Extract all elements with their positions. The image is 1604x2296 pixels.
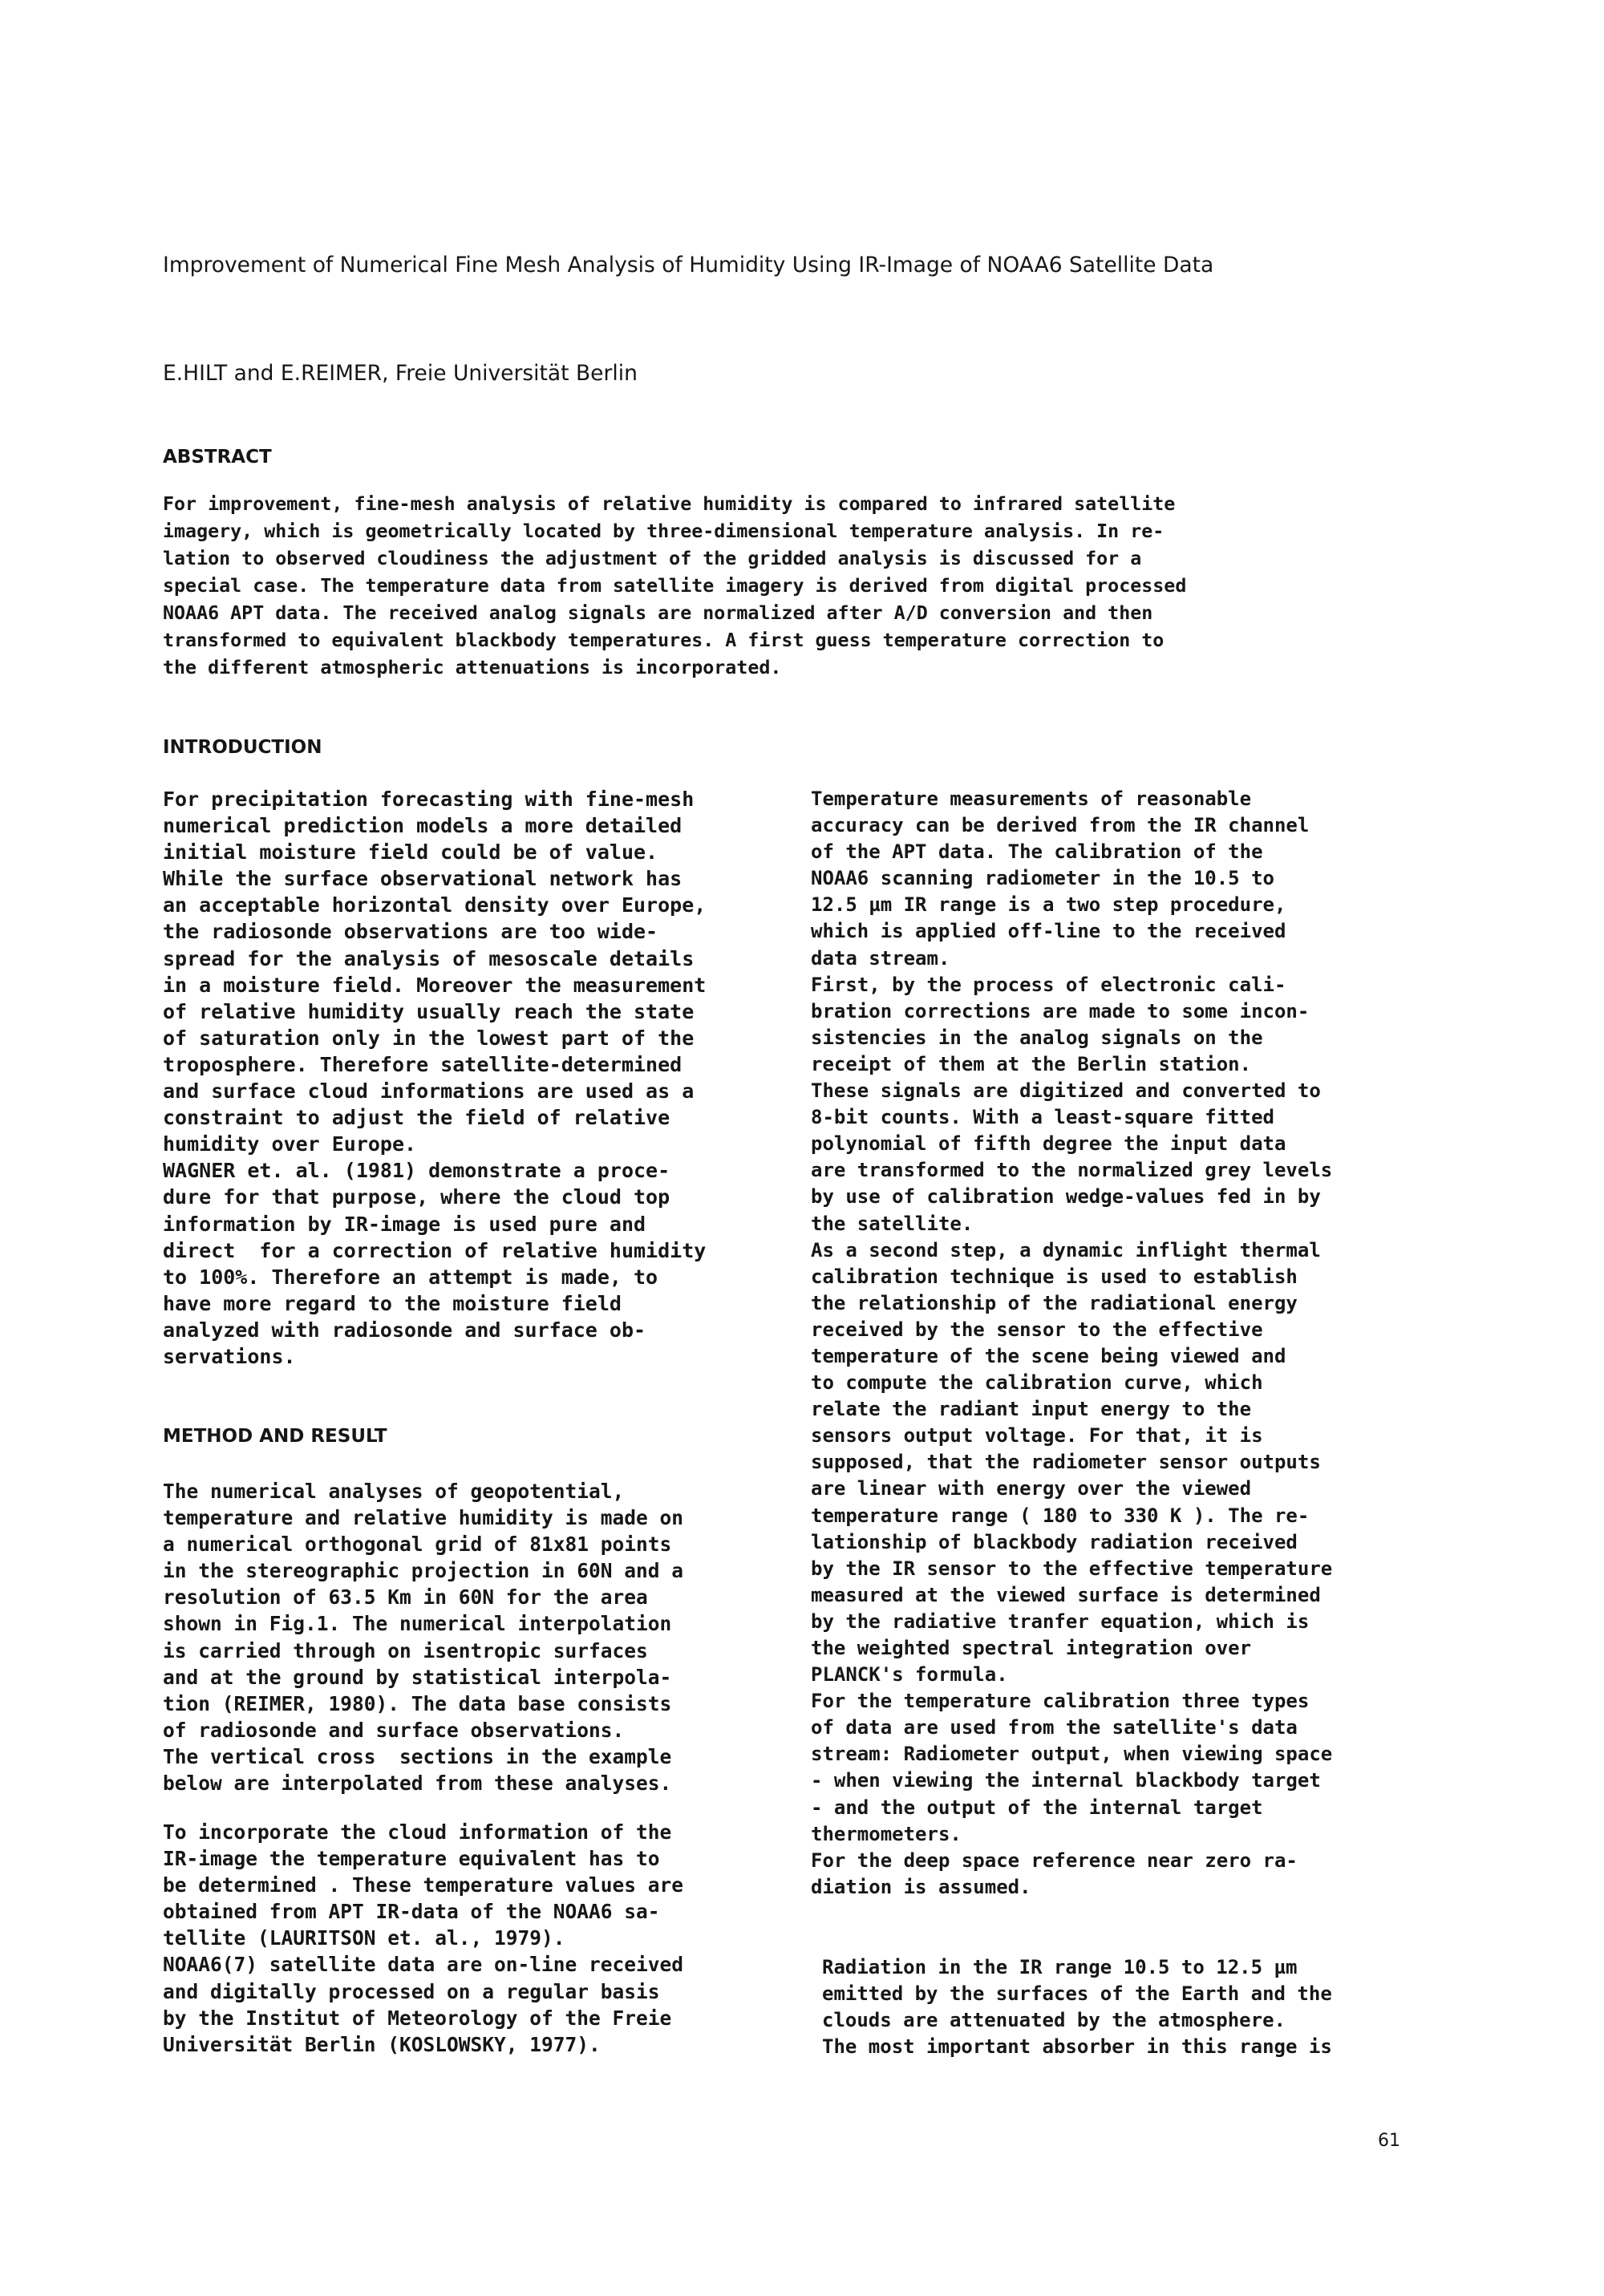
introduction-body: For precipitation forecasting with fine-mesh numerical prediction models a more detailed initial moisture field could be of value. While the surface observational network has an acceptable horizontal density over Europe, the radiosonde observations are too wide- spread for the analysis of mesoscale details in a moisture field. Moreover the measurement of relative humidity usually reach the state of saturation only in the lowest part of the troposphere. Therefore satellite-determined and surface cloud informations are used as a constraint to adjust the field of relative humidity over Europe. WAGNER et. al. (1981) demonstrate a proce- dure for that purpose, where the cloud top information by IR-image is used pure and direct for a correction of relative humidity to 100%. Therefore an attempt is made, to have more regard to the moisture field analyzed with radiosonde and surface ob- servations. xyxy=(163,788,707,1368)
abstract-heading: ABSTRACT xyxy=(163,447,272,468)
paper-title: Improvement of Numerical Fine Mesh Analysis of Humidity Using IR-Image of NOAA6 Satellite Data xyxy=(163,253,1214,277)
right-column-paragraph-2: Radiation in the IR range 10.5 to 12.5 µm emitted by the surfaces of the Earth and the clouds are attenuated by the atmosphere. The most important absorber in this range is xyxy=(822,1956,1332,2059)
method-heading: METHOD AND RESULT xyxy=(163,1426,387,1447)
introduction-heading: INTRODUCTION xyxy=(163,737,322,758)
abstract-body: For improvement, fine-mesh analysis of relative humidity is compared to infrared satellite imagery, which is geometrically located by three-dimensional temperature analysis. In re- lation to observed cloudiness the adjustment of the gridded analysis is discussed for a special case. The temperature data from satellite imagery is derived from digital processed NOAA6 APT data. The received analog signals are normalized after A/D conversion and then transformed to equivalent blackbody temperatures. A first guess temperature correction to the different atmospheric attenuations is incorporated. xyxy=(163,493,1187,678)
method-paragraph-1: The numerical analyses of geopotential, temperature and relative humidity is made on a numerical orthogonal grid of 81x81 points in the stereographic projection in 60N and a resolution of 63.5 Km in 60N for the area shown in Fig.1. The numerical interpolation is carried through on isentropic surfaces and at the ground by statistical interpola- tion (REIMER, 1980). The data base consists of radiosonde and surface observations. The vertical cross sections in the example below are interpolated from these analyses. xyxy=(163,1480,684,1796)
page-number: 61 xyxy=(1378,2131,1400,2151)
method-paragraph-2: To incorporate the cloud information of the IR-image the temperature equivalent has to be determined . These temperature values are obtained from APT IR-data of the NOAA6 sa- tellite (LAURITSON et. al., 1979). NOAA6(7) satellite data are on-line received and digitally processed on a regular basis by the Institut of Meteorology of the Freie Universität Berlin (KOSLOWSKY, 1977). xyxy=(163,1820,684,2056)
authors-affiliation: E.HILT and E.REIMER, Freie Universität Berlin xyxy=(163,361,638,386)
right-column-paragraph-1: Temperature measurements of reasonable accuracy can be derived from the IR channel of the APT data. The calibration of the NOAA6 scanning radiometer in the 10.5 to 12.5 µm IR range is a two step procedure, which is applied off-line to the received data stream. First, by the process of electronic cali- bration corrections are made to some incon- sistencies in the analog signals on the receipt of them at the Berlin station. These signals are digitized and converted to 8-bit counts. With a least-square fitted polynomial of fifth degree the input data are transformed to the normalized grey levels by use of calibration wedge-values fed in by the satellite. As a second step, a dynamic inflight thermal calibration technique is used to establish the relationship of the radiational energy received by the sensor to the effective temperature of the scene being viewed and to compute the calibration curve, which relate the radiant input energy to the sensors output voltage. For that, it is supposed, that the radiometer sensor outputs are linear with energy over the viewed temperature range ( 180 to 330 K ). The re- lationship of blackbody radiation received by the IR sensor to the effective temperature measured at the viewed surface is determined by the radiative tranfer equation, which is the weighted spectral integration over PLANCK's formula. For the temperature calibration three types of data are used from the satellite's data stream: Radiometer output, when viewing space - when viewing the internal blackbody target - and the output of the internal target thermometers. For the deep space reference near zero ra- diation is assumed. xyxy=(811,788,1333,1898)
